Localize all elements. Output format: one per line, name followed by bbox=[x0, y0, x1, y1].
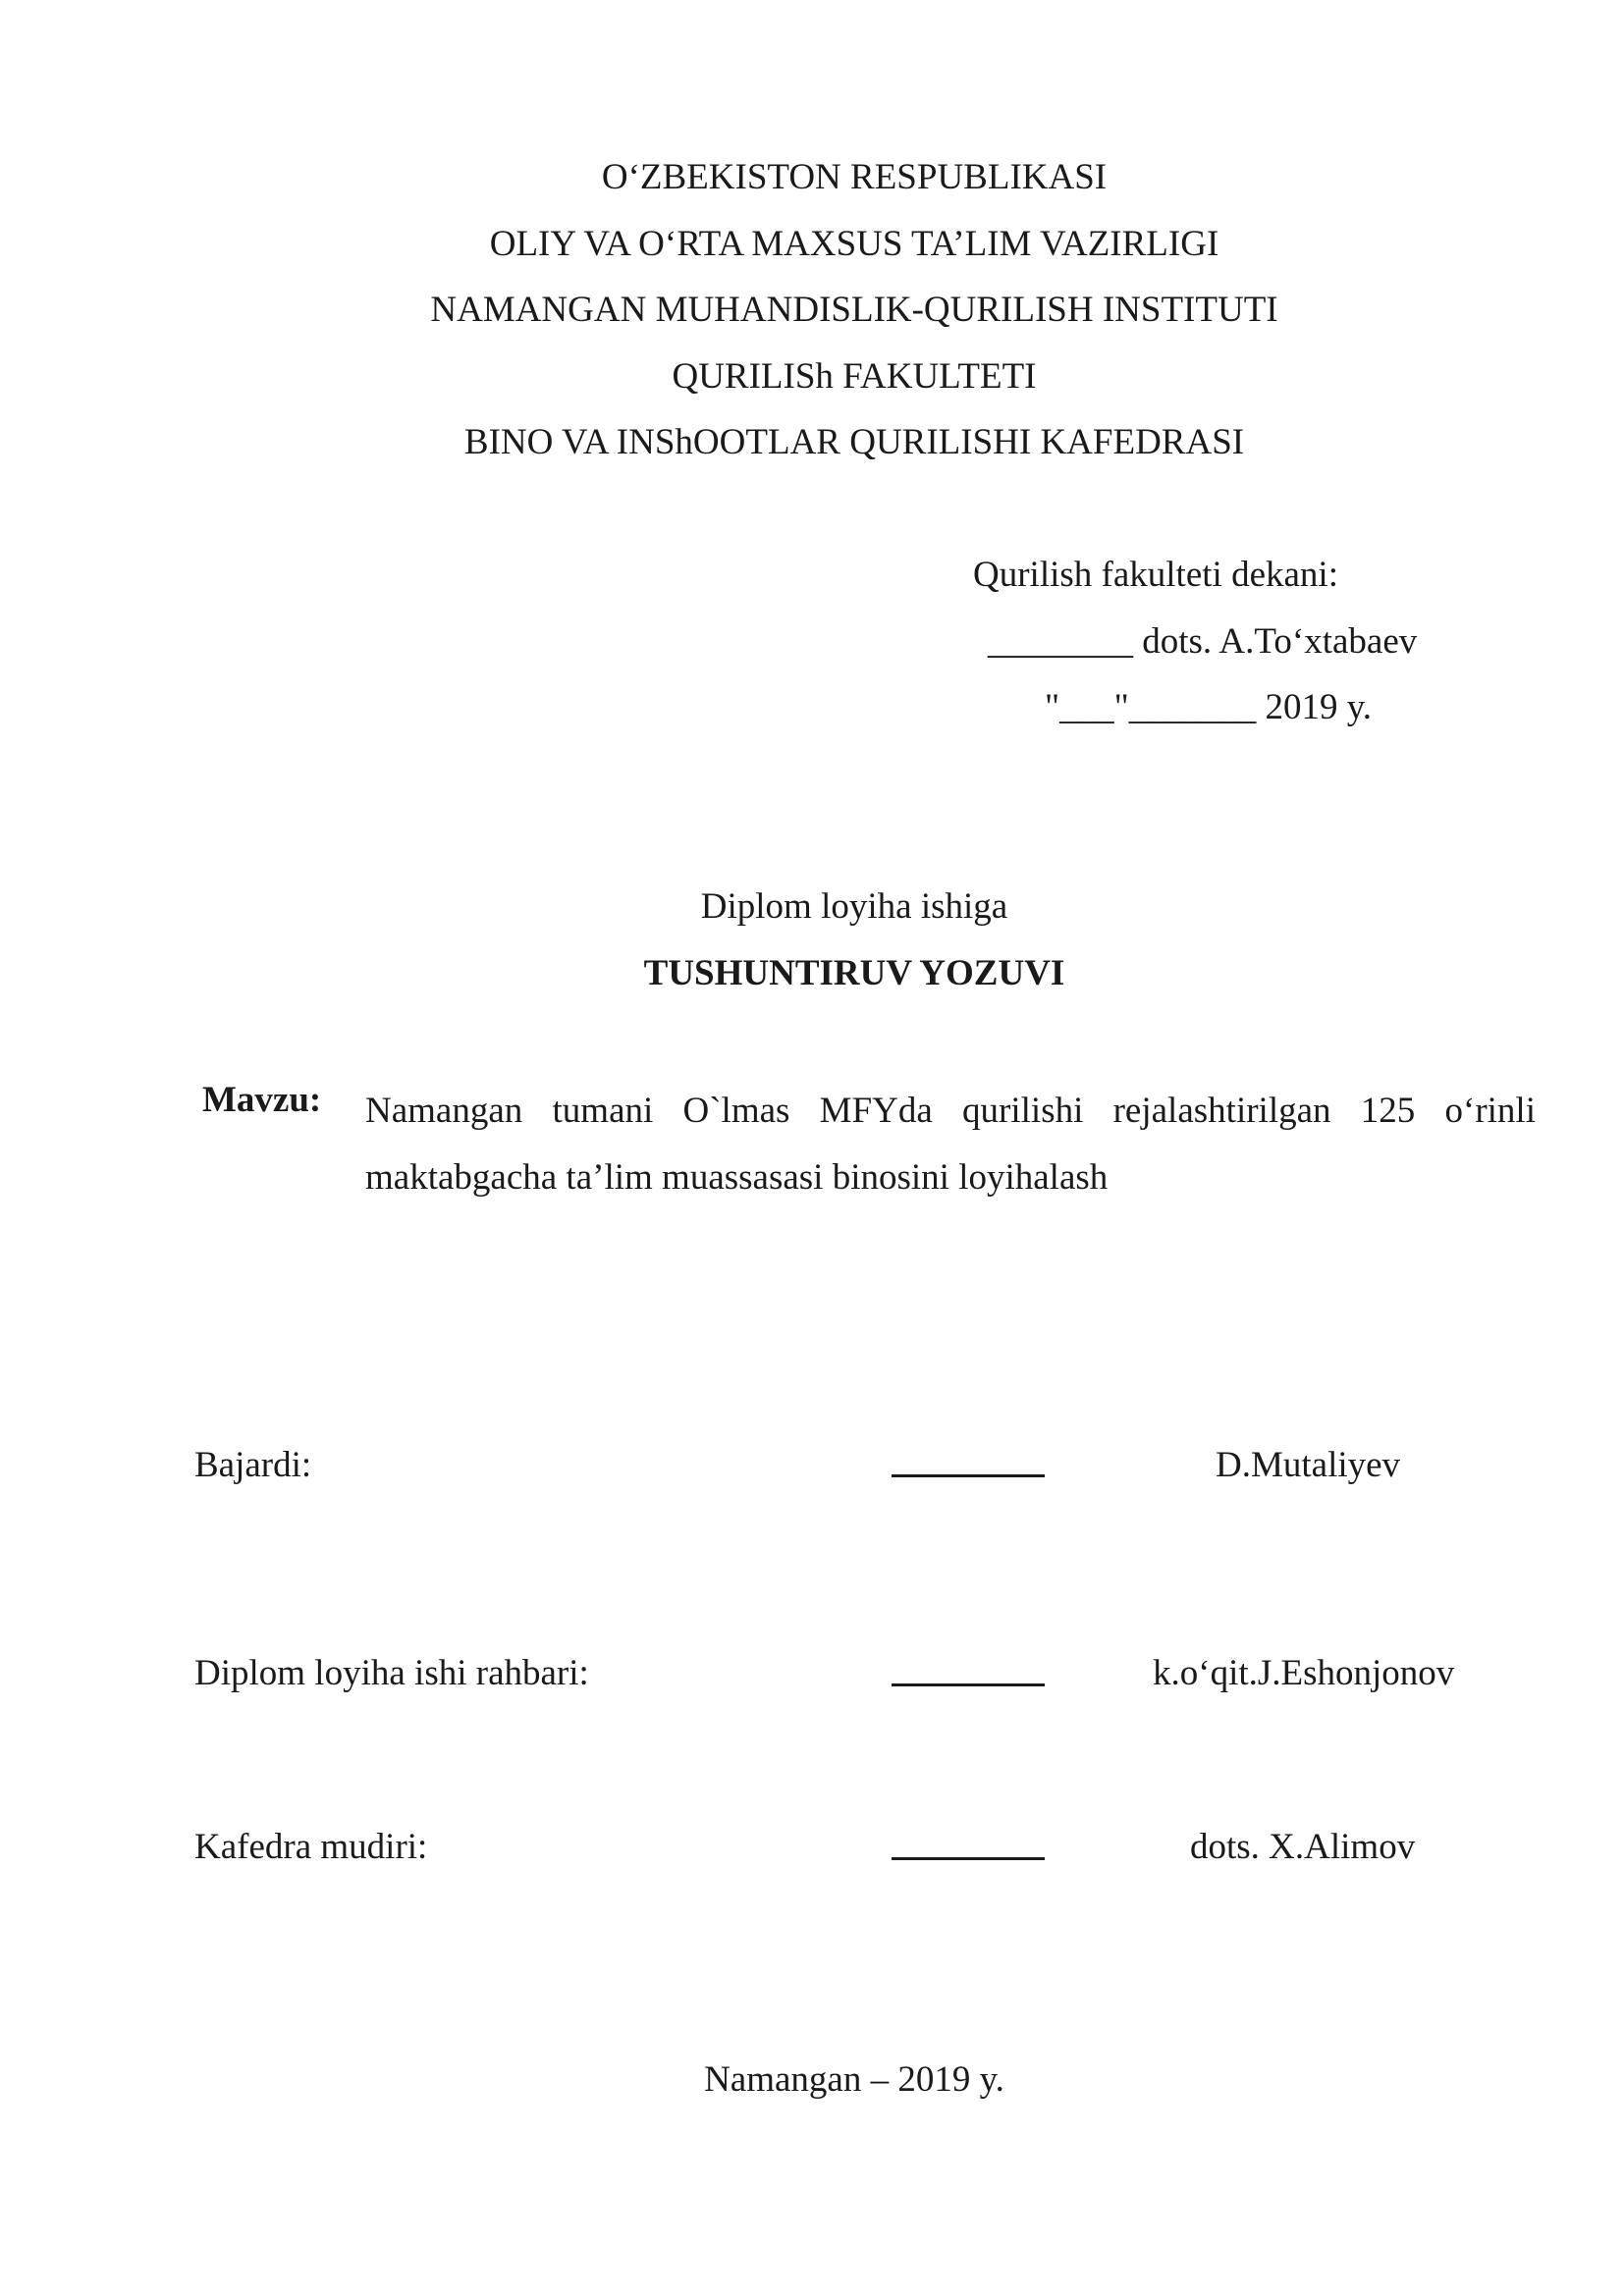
topic-text: Namangan tumani O`lmas MFYda qurilishi rejalashtirilgan 125 o‘rinli maktabgacha ta’lim muassasasi binosini loyihalash bbox=[365, 1091, 1536, 1198]
topic-label: Mavzu: bbox=[202, 1080, 322, 1120]
signature-name: dots. X.Alimov bbox=[1190, 1827, 1416, 1867]
approval-date: "___"_______ 2019 y. bbox=[1045, 687, 1373, 727]
signature-line bbox=[892, 1857, 1045, 1860]
approval-signature: ________ dots. A.To‘xtabaev bbox=[988, 621, 1418, 662]
header-line-ministry: OLIY VA O‘RTA MAXSUS TA’LIM VAZIRLIGI bbox=[489, 224, 1219, 264]
header-line-department: BINO VA INShOOTLAR QURILISHI KAFEDRASI bbox=[463, 422, 1245, 462]
signature-role: Kafedra mudiri: bbox=[194, 1827, 428, 1867]
header-line-institute: NAMANGAN MUHANDISLIK-QURILISH INSTITUTI bbox=[430, 290, 1278, 330]
document-title: TUSHUNTIRUV YOZUVI bbox=[643, 953, 1065, 993]
document-subtitle: Diplom loyiha ishiga bbox=[700, 886, 1008, 927]
signature-line bbox=[892, 1683, 1045, 1686]
signature-line bbox=[892, 1474, 1045, 1477]
signature-name: k.o‘qit.J.Eshonjonov bbox=[1153, 1653, 1455, 1693]
header-line-faculty: QURILISh FAKULTETI bbox=[672, 356, 1037, 397]
footer-place-year: Namangan – 2019 y. bbox=[704, 2059, 1004, 2100]
signature-name: D.Mutaliyev bbox=[1216, 1445, 1401, 1485]
approval-title: Qurilish fakulteti dekani: bbox=[973, 555, 1338, 595]
header-line-country: O‘ZBEKISTON RESPUBLIKASI bbox=[601, 157, 1108, 197]
signature-role: Bajardi: bbox=[194, 1445, 312, 1485]
signature-role: Diplom loyiha ishi rahbari: bbox=[194, 1653, 589, 1693]
